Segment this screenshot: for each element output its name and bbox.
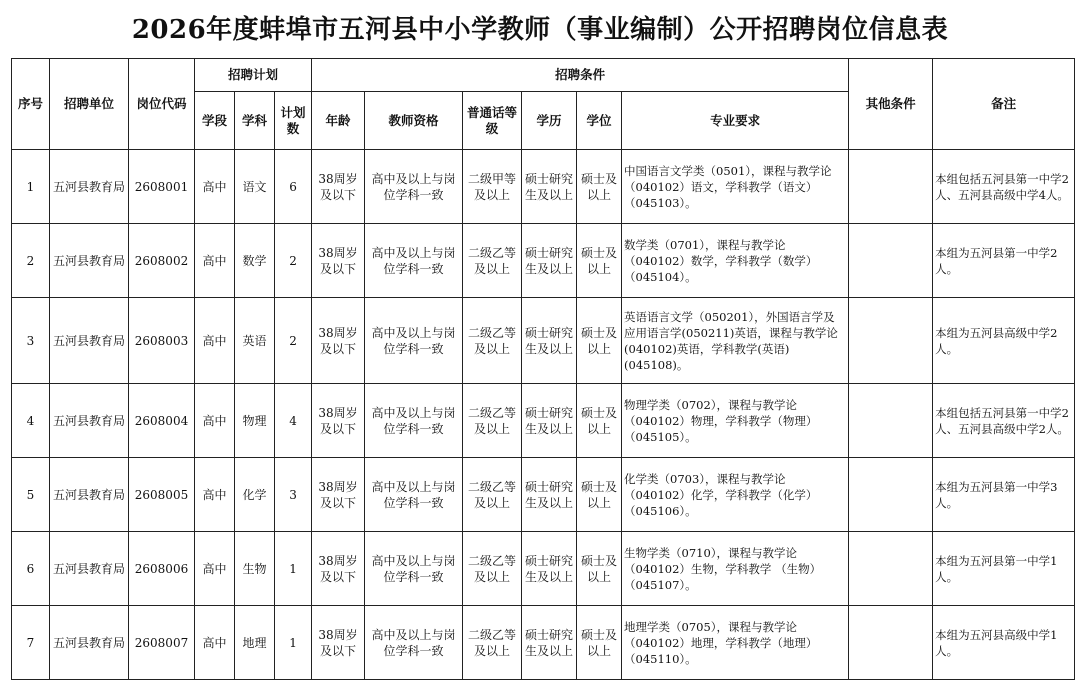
header-age: 年龄: [312, 92, 365, 150]
cell-age: 38周岁及以下: [312, 150, 365, 224]
cell-age: 38周岁及以下: [312, 298, 365, 384]
header-conditions: 招聘条件: [312, 59, 849, 92]
page-title: 2026年度蚌埠市五河县中小学教师（事业编制）公开招聘岗位信息表: [131, 15, 949, 45]
cell-unit: 五河县教育局: [50, 384, 129, 458]
header-mandarin: 普通话等级: [463, 92, 522, 150]
cell-degree: 硕士及以上: [577, 384, 622, 458]
cell-other: [849, 298, 933, 384]
cell-code: 2608001: [129, 150, 195, 224]
table-row: [12, 224, 1075, 298]
cell-qualification: 高中及以上与岗位学科一致: [365, 150, 463, 224]
cell-other: [849, 224, 933, 298]
header-other: 其他条件: [849, 59, 933, 150]
cell-subject: 生物: [235, 532, 275, 606]
cell-degree: 硕士及以上: [577, 606, 622, 680]
cell-unit: 五河县教育局: [50, 150, 129, 224]
header-qualification: 教师资格: [365, 92, 463, 150]
cell-count: 3: [275, 458, 312, 532]
cell-mandarin: 二级乙等及以上: [463, 298, 522, 384]
cell-seq: 1: [12, 150, 50, 224]
cell-age: 38周岁及以下: [312, 532, 365, 606]
header-major: 专业要求: [622, 92, 849, 150]
cell-subject: 数学: [235, 224, 275, 298]
cell-mandarin: 二级乙等及以上: [463, 224, 522, 298]
table-row: [12, 150, 1075, 224]
cell-education: 硕士研究生及以上: [522, 298, 577, 384]
cell-qualification: 高中及以上与岗位学科一致: [365, 606, 463, 680]
cell-unit: 五河县教育局: [50, 298, 129, 384]
cell-mandarin: 二级乙等及以上: [463, 606, 522, 680]
cell-major: 物理学类（0702），课程与教学论（040102）物理，学科教学（物理）（045105）。: [622, 384, 849, 458]
cell-education: 硕士研究生及以上: [522, 150, 577, 224]
cell-degree: 硕士及以上: [577, 150, 622, 224]
header-unit: 招聘单位: [50, 59, 129, 150]
cell-stage: 高中: [195, 298, 235, 384]
cell-age: 38周岁及以下: [312, 384, 365, 458]
cell-count: 6: [275, 150, 312, 224]
cell-code: 2608007: [129, 606, 195, 680]
cell-mandarin: 二级乙等及以上: [463, 532, 522, 606]
cell-other: [849, 384, 933, 458]
cell-age: 38周岁及以下: [312, 606, 365, 680]
cell-subject: 地理: [235, 606, 275, 680]
cell-remark: 本组为五河县第一中学2人。: [933, 224, 1075, 298]
cell-education: 硕士研究生及以上: [522, 606, 577, 680]
cell-count: 4: [275, 384, 312, 458]
cell-remark: 本组包括五河县第一中学2人、五河县高级中学2人。: [933, 384, 1075, 458]
cell-education: 硕士研究生及以上: [522, 532, 577, 606]
cell-subject: 化学: [235, 458, 275, 532]
cell-major: 英语语言文学（050201），外国语言学及应用语言学(050211)英语，课程与教学论(040102)英语，学科教学(英语)(045108)。: [622, 298, 849, 384]
cell-remark: 本组为五河县第一中学1人。: [933, 532, 1075, 606]
cell-age: 38周岁及以下: [312, 458, 365, 532]
cell-seq: 4: [12, 384, 50, 458]
cell-seq: 7: [12, 606, 50, 680]
cell-count: 1: [275, 606, 312, 680]
cell-remark: 本组包括五河县第一中学2人、五河县高级中学4人。: [933, 150, 1075, 224]
header-subject: 学科: [235, 92, 275, 150]
cell-mandarin: 二级甲等及以上: [463, 150, 522, 224]
table-row: [12, 606, 1075, 680]
cell-unit: 五河县教育局: [50, 606, 129, 680]
cell-major: 化学类（0703），课程与教学论（040102）化学，学科教学（化学）（045106）。: [622, 458, 849, 532]
cell-major: 生物学类（0710），课程与教学论（040102）生物，学科教学 （生物）（045107）。: [622, 532, 849, 606]
cell-other: [849, 606, 933, 680]
cell-qualification: 高中及以上与岗位学科一致: [365, 224, 463, 298]
header-code: 岗位代码: [129, 59, 195, 150]
cell-other: [849, 458, 933, 532]
table-row: [12, 384, 1075, 458]
cell-education: 硕士研究生及以上: [522, 384, 577, 458]
cell-unit: 五河县教育局: [50, 532, 129, 606]
cell-qualification: 高中及以上与岗位学科一致: [365, 384, 463, 458]
header-stage: 学段: [195, 92, 235, 150]
table-row: [12, 298, 1075, 384]
cell-subject: 语文: [235, 150, 275, 224]
cell-code: 2608004: [129, 384, 195, 458]
cell-major: 中国语言文学类（0501），课程与教学论（040102）语文，学科教学（语文）（045103）。: [622, 150, 849, 224]
table-row: [12, 458, 1075, 532]
cell-education: 硕士研究生及以上: [522, 458, 577, 532]
cell-degree: 硕士及以上: [577, 224, 622, 298]
cell-major: 地理学类（0705），课程与教学论（040102）地理，学科教学（地理）（045110）。: [622, 606, 849, 680]
cell-code: 2608005: [129, 458, 195, 532]
cell-mandarin: 二级乙等及以上: [463, 384, 522, 458]
cell-remark: 本组为五河县高级中学1人。: [933, 606, 1075, 680]
cell-degree: 硕士及以上: [577, 458, 622, 532]
cell-age: 38周岁及以下: [312, 224, 365, 298]
header-remark: 备注: [933, 59, 1075, 150]
header-education: 学历: [522, 92, 577, 150]
cell-stage: 高中: [195, 458, 235, 532]
cell-degree: 硕士及以上: [577, 532, 622, 606]
cell-code: 2608006: [129, 532, 195, 606]
header-degree: 学位: [577, 92, 622, 150]
cell-count: 1: [275, 532, 312, 606]
cell-stage: 高中: [195, 224, 235, 298]
cell-unit: 五河县教育局: [50, 458, 129, 532]
cell-qualification: 高中及以上与岗位学科一致: [365, 532, 463, 606]
header-count: 计划数: [275, 92, 312, 150]
cell-seq: 2: [12, 224, 50, 298]
cell-stage: 高中: [195, 384, 235, 458]
cell-stage: 高中: [195, 150, 235, 224]
cell-code: 2608002: [129, 224, 195, 298]
table-row: [12, 532, 1075, 606]
cell-subject: 物理: [235, 384, 275, 458]
cell-remark: 本组为五河县第一中学3人。: [933, 458, 1075, 532]
cell-remark: 本组为五河县高级中学2人。: [933, 298, 1075, 384]
cell-qualification: 高中及以上与岗位学科一致: [365, 458, 463, 532]
cell-count: 2: [275, 224, 312, 298]
cell-seq: 6: [12, 532, 50, 606]
cell-degree: 硕士及以上: [577, 298, 622, 384]
cell-stage: 高中: [195, 532, 235, 606]
cell-subject: 英语: [235, 298, 275, 384]
cell-stage: 高中: [195, 606, 235, 680]
cell-unit: 五河县教育局: [50, 224, 129, 298]
cell-other: [849, 532, 933, 606]
cell-education: 硕士研究生及以上: [522, 224, 577, 298]
cell-mandarin: 二级乙等及以上: [463, 458, 522, 532]
cell-count: 2: [275, 298, 312, 384]
cell-seq: 3: [12, 298, 50, 384]
cell-qualification: 高中及以上与岗位学科一致: [365, 298, 463, 384]
cell-code: 2608003: [129, 298, 195, 384]
cell-seq: 5: [12, 458, 50, 532]
cell-other: [849, 150, 933, 224]
cell-major: 数学类（0701），课程与教学论（040102）数学，学科教学（数学）（045104）。: [622, 224, 849, 298]
recruitment-table: [11, 58, 1075, 680]
header-plan: 招聘计划: [195, 59, 312, 92]
header-seq: 序号: [12, 59, 50, 150]
